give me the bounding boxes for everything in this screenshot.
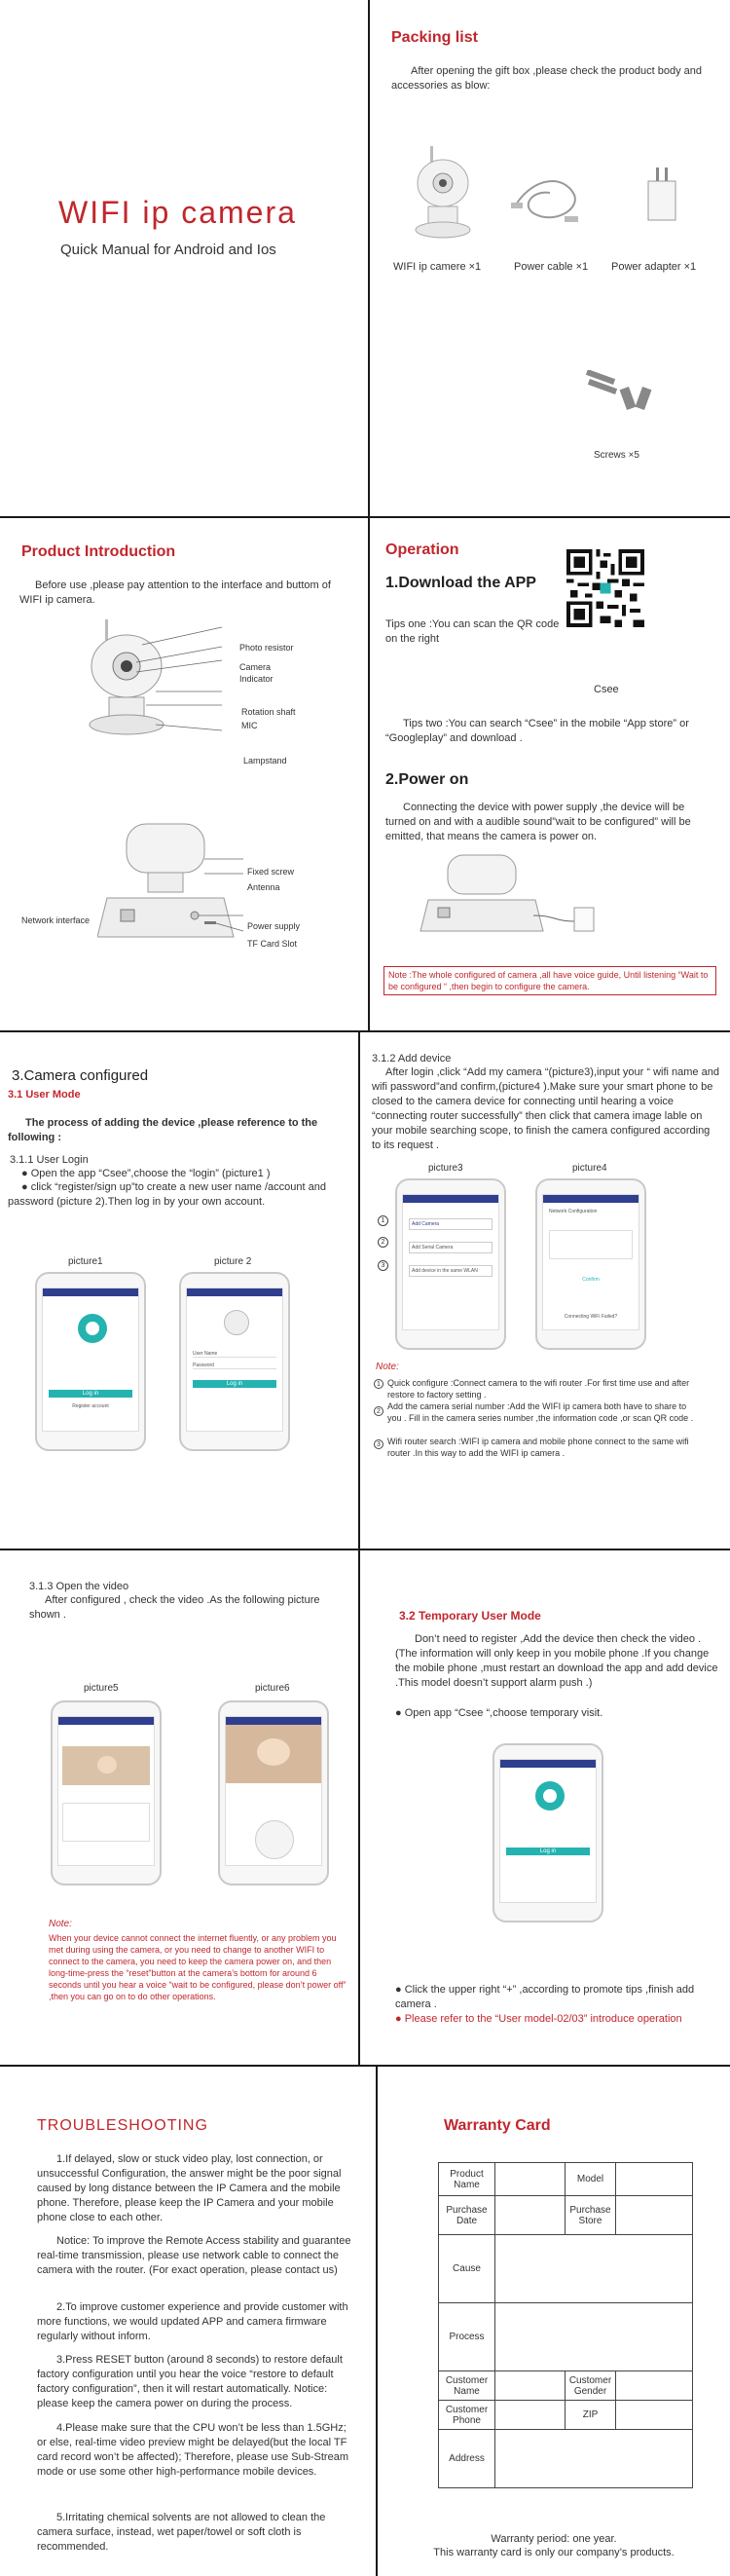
download-heading: 1.Download the APP — [385, 575, 536, 591]
troubleshooting-title: TROUBLESHOOTING — [37, 2117, 208, 2134]
adapter-image — [644, 166, 679, 224]
trouble-p4: 3.Press RESET button (around 8 seconds) to restore default factory configuration until you hear the voice “restore to default factory configuration”, then it will restart automatically. Notice: please keep the camera power on during the process. — [37, 2354, 343, 2409]
label-network-interface: Network interface — [21, 915, 91, 925]
picture6-label: picture6 — [255, 1683, 290, 1694]
warranty-period: Warranty period: one year. — [491, 2533, 617, 2545]
note-2: Add the camera serial number :Add the WIFI ip camera both have to share to you . Fill in the camera series number ,the information code ,or scan QR code . — [387, 1401, 694, 1423]
picture2-label: picture 2 — [214, 1256, 252, 1267]
warranty-only: This warranty card is only our company’s products. — [433, 2547, 675, 2558]
camera-image — [409, 144, 477, 242]
cause-value[interactable] — [495, 2235, 693, 2303]
process-label: Process — [439, 2303, 495, 2371]
marker-3: 3 — [378, 1260, 388, 1271]
screws-image — [584, 370, 662, 419]
note-1: Quick configure :Connect camera to the wifi router .For first time use and after restore to factory setting . — [387, 1378, 690, 1400]
tip-one: Tips one :You can scan the QR code on the right — [385, 618, 560, 645]
add-serial-option[interactable]: Add Serial Camera — [409, 1242, 493, 1253]
power-on-diagram — [419, 849, 603, 937]
video-note: When your device cannot connect the internet fluently, or any problem you met during using the camera, or you need to change to another WIFI to connect to the camera, you need to keep the camera power on, and then long-time-press the “reset”button at the camera’s bottom for around 6 seconds until you hear a voice “wait to be configured, please don’t power off” ,then you can go on to do other operations. — [49, 1933, 347, 2001]
phone-picture6 — [218, 1700, 329, 1885]
purchase-date-label: Purchase Date — [439, 2196, 495, 2235]
temp-bullet-2: ● Click the upper right “+” ,according to promote tips ,finish add camera . — [395, 1984, 695, 2010]
label-photo-resistor: Photo resistor — [239, 643, 294, 653]
operation-title: Operation — [385, 541, 459, 558]
label-power-supply: Power supply — [247, 921, 301, 931]
temp-bullet-1: ● Open app “Csee “,choose temporary visit. — [395, 1707, 603, 1719]
login-bullet-1: ● Open the app “Csee”,choose the “login” (picture1 ) — [21, 1168, 271, 1179]
trouble-p1: 1.If delayed, slow or stuck video play, lost connection, or unsuccessful Configuration, the answer might be the poor signal caused by long distance between the IP Camera and the mobile phone. Therefore, please keep the IP Camera and your mobile phone close to each other. — [37, 2153, 342, 2223]
intro-text: Before use ,please pay attention to the interface and buttom of WIFI ip camera. — [19, 579, 331, 606]
picture3-label: picture3 — [428, 1163, 463, 1174]
label-camera: Camera — [239, 662, 272, 672]
product-name-value[interactable] — [495, 2163, 566, 2196]
video-note-label: Note: — [49, 1919, 72, 1929]
cover-subtitle: Quick Manual for Android and Ios — [60, 242, 276, 258]
temp-mode-title: 3.2 Temporary User Mode — [399, 1609, 541, 1623]
customer-phone-label: Customer Phone — [439, 2401, 495, 2430]
customer-name-value[interactable] — [495, 2371, 566, 2401]
address-value[interactable] — [495, 2430, 693, 2488]
power-note: Note :The whole configured of camera ,all have voice guide, Until listening “Wait to be configured “ ,then begin to configure the camera. — [383, 966, 716, 995]
picture4-label: picture4 — [572, 1163, 607, 1174]
username-field[interactable]: User Name — [193, 1351, 276, 1358]
item-cable: Power cable ×1 — [514, 261, 589, 273]
temp-bullet-3: ● Please refer to the “User model-02/03” introduce operation — [395, 2013, 682, 2025]
temp-mode-text: Don’t need to register ,Add the device then check the video .(The information will only keep in you mobile phone .If you change the mobile phone ,must restart an download the app and add device .This model doesn’t support alarm push .) — [395, 1633, 718, 1689]
marker-1: 1 — [378, 1215, 388, 1226]
video-text: After configured , check the video .As the following picture shown . — [29, 1594, 320, 1621]
warranty-table — [438, 2162, 693, 2488]
trouble-p3: 2.To improve customer experience and provide customer with more functions, we would updated APP and camera firmware regularly without inform. — [37, 2301, 348, 2342]
trouble-p6: 5.Irritating chemical solvents are not allowed to clean the camera surface, instead, wet paper/towel or soft cloth is recommended. — [37, 2512, 326, 2553]
note-marker-1: 1 — [374, 1379, 383, 1389]
intro-section — [0, 518, 368, 1030]
model-value[interactable] — [616, 2163, 693, 2196]
camera-back-diagram — [97, 820, 243, 947]
note-marker-3: 3 — [374, 1439, 383, 1449]
trouble-p2: Notice: To improve the Remote Access stability and guarantee real-time transmission, please use network cable to connect the camera with the router. (For exact operation, please contact us) — [37, 2235, 351, 2276]
note-label: Note: — [376, 1362, 399, 1372]
item-adapter: Power adapter ×1 — [611, 261, 697, 273]
configured-title: 3.Camera configured — [12, 1067, 149, 1084]
temp-mode-section — [360, 1550, 730, 2065]
intro-title: Product Introduction — [21, 543, 176, 560]
qr-code — [566, 549, 644, 627]
note-marker-2: 2 — [374, 1406, 383, 1416]
login-heading: 3.1.1 User Login — [10, 1154, 89, 1166]
picture1-label: picture1 — [68, 1256, 103, 1267]
add-camera-option[interactable]: Add Camera — [409, 1218, 493, 1230]
user-mode-heading: 3.1 User Mode — [8, 1089, 81, 1101]
phone-picture2 — [179, 1272, 290, 1451]
note-3: Wifi router search :WIFI ip camera and mobile phone connect to the same wifi router .In this way to add the WIFI ip camera . — [387, 1437, 689, 1458]
zip-label: ZIP — [566, 2401, 616, 2430]
video-section — [0, 1550, 358, 2065]
purchase-date-value[interactable] — [495, 2196, 566, 2235]
address-label: Address — [439, 2430, 495, 2488]
customer-name-label: Customer Name — [439, 2371, 495, 2401]
product-name-label: Product Name — [439, 2163, 495, 2196]
phone-picture3 — [395, 1178, 506, 1350]
cause-label: Cause — [439, 2235, 495, 2303]
marker-2: 2 — [378, 1237, 388, 1248]
warranty-section — [378, 2067, 730, 2576]
packing-intro: After opening the gift box ,please check the product body and accessories as blow: — [391, 65, 703, 92]
configured-section — [0, 1032, 358, 1549]
login-button[interactable]: Log in — [49, 1390, 132, 1398]
model-label: Model — [566, 2163, 616, 2196]
login-button-2[interactable]: Log in — [193, 1380, 276, 1388]
screws-label: Screws ×5 — [594, 450, 639, 461]
customer-gender-value[interactable] — [616, 2371, 693, 2401]
connecting-failed[interactable]: Connecting WiFi Failed? — [564, 1314, 618, 1320]
label-mic: MIC — [241, 721, 258, 730]
purchase-store-value[interactable] — [616, 2196, 693, 2235]
packing-section — [370, 0, 730, 516]
cover — [0, 0, 368, 516]
phone-picture1 — [35, 1272, 146, 1451]
customer-gender-label: Customer Gender — [566, 2371, 616, 2401]
video-heading: 3.1.3 Open the video — [29, 1581, 129, 1592]
cover-title: WIFI ip camera — [58, 195, 297, 230]
phone-picture5 — [51, 1700, 162, 1885]
label-lampstand: Lampstand — [243, 756, 287, 765]
customer-phone-value[interactable] — [495, 2401, 566, 2430]
phone-picture4 — [535, 1178, 646, 1350]
purchase-store-label: Purchase Store — [566, 2196, 616, 2235]
add-device-section — [360, 1032, 730, 1549]
lan-option[interactable]: Add device in the same WLAN — [409, 1265, 493, 1277]
login-bullet-2: ● click “register/sign up”to create a new user name /account and password (picture 2).Then log in by your own account. — [8, 1181, 326, 1208]
add-device-heading: 3.1.2 Add device — [372, 1053, 452, 1064]
label-fixed-screw: Fixed screw — [247, 867, 295, 877]
label-antenna: Antenna — [247, 882, 280, 892]
label-indicator: Indicator — [239, 674, 274, 684]
zip-value[interactable] — [616, 2401, 693, 2430]
add-device-text: After login ,click “Add my camera “(picture3),input your “ wifi name and wifi password”and confirm,(picture4 ).Make sure your smart phone to be closed to the camera device for connecting until hearing a voice “connecting router successfully” then click that camera image lable on your mobile searching scope, to finish the camera configured according to its request . — [372, 1066, 719, 1151]
process-value[interactable] — [495, 2303, 693, 2371]
cable-image — [506, 166, 584, 234]
picture5-label: picture5 — [84, 1683, 119, 1694]
qr-label: Csee — [594, 684, 619, 695]
power-heading: 2.Power on — [385, 771, 469, 788]
label-tf-card-slot: TF Card Slot — [247, 939, 298, 949]
password-field[interactable]: Password — [193, 1363, 276, 1369]
wifi-header: Network Configuration — [549, 1209, 598, 1214]
camera-front-diagram — [68, 616, 224, 742]
operation-section — [370, 518, 730, 1030]
troubleshooting-section — [0, 2067, 376, 2576]
temp-login-button[interactable]: Log in — [506, 1848, 590, 1855]
label-rotation-shaft: Rotation shaft — [241, 707, 296, 717]
packing-title: Packing list — [391, 29, 478, 46]
power-text: Connecting the device with power supply ,the device will be turned on and with a audible sound”wait to be configured” will be emitted, that means the camera is power on. — [385, 802, 691, 842]
process-text: The process of adding the device ,please reference to the following : — [8, 1117, 318, 1143]
trouble-p5: 4.Please make sure that the CPU won’t be less than 1.5GHz; or else, real-time video preview might be delayed(but the local TF card record won’t be affected); Therefore, please use Sub-Stream mode or use some other high-performance mobile devices. — [37, 2422, 348, 2478]
tip-two: Tips two :You can search “Csee” in the mobile “App store” or “Googleplay” and download . — [385, 718, 689, 744]
item-camera: WIFI ip camere ×1 — [393, 261, 482, 273]
confirm-link[interactable]: Confirm — [582, 1277, 600, 1283]
register-link[interactable]: Register account — [72, 1403, 109, 1409]
warranty-title: Warranty Card — [444, 2117, 551, 2134]
phone-temp — [493, 1743, 603, 1923]
